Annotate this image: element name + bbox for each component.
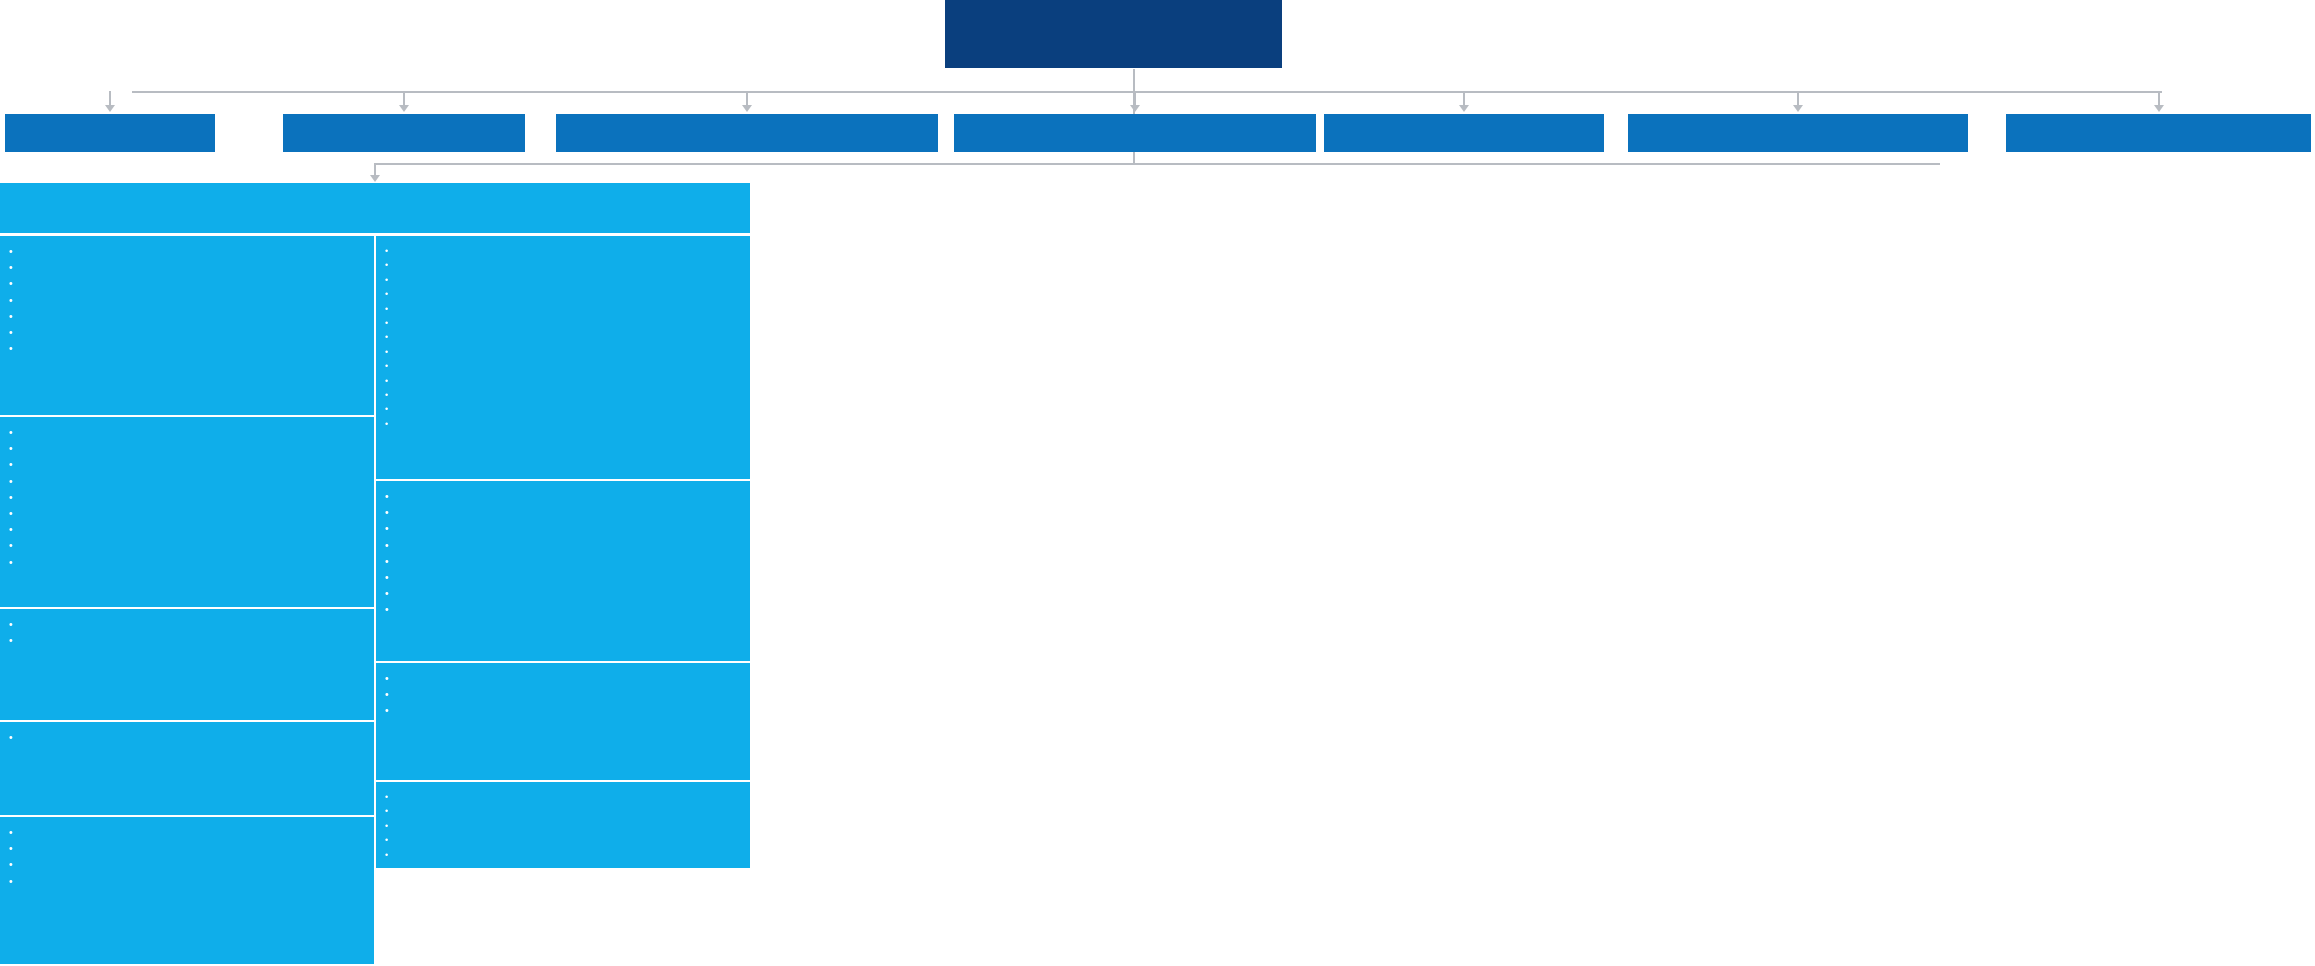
- list-item: [385, 258, 742, 272]
- list-item: [385, 302, 742, 316]
- connector-unit-drop: [1134, 91, 1136, 106]
- unit-box: [1324, 114, 1604, 152]
- group-list: [9, 244, 366, 357]
- unit-box: [954, 114, 1316, 152]
- list-item: [9, 244, 366, 260]
- unit-group-box: [376, 663, 750, 780]
- list-item: [9, 522, 366, 538]
- list-item: [385, 586, 742, 602]
- list-item: [9, 538, 366, 554]
- list-item: [9, 825, 366, 841]
- group-list: [9, 825, 366, 890]
- connector-unit-drop: [746, 91, 748, 106]
- list-item: [385, 848, 742, 862]
- list-item: [385, 505, 742, 521]
- list-item: [9, 425, 366, 441]
- unit-group-box: [376, 481, 750, 661]
- list-item: [385, 316, 742, 330]
- unit-box: [556, 114, 938, 152]
- list-item: [9, 474, 366, 490]
- list-item: [385, 833, 742, 847]
- list-item: [385, 244, 742, 258]
- connector-arrow: [1130, 105, 1140, 112]
- rektor-box: [945, 0, 1282, 68]
- connector-unit-drop: [1463, 91, 1465, 106]
- list-item: [9, 293, 366, 309]
- unit-box: [283, 114, 525, 152]
- list-item: [9, 309, 366, 325]
- list-item: [9, 633, 366, 649]
- connector-vp-drop: [374, 163, 376, 175]
- connector-unit-drop: [2158, 91, 2160, 106]
- list-item: [385, 345, 742, 359]
- list-item: [9, 841, 366, 857]
- unit-box: [2006, 114, 2311, 152]
- list-item: [9, 857, 366, 873]
- unit-group-box: [376, 782, 750, 868]
- connector-unit-drop: [403, 91, 405, 106]
- connector-arrow: [105, 105, 115, 112]
- connector-arrow: [1459, 105, 1469, 112]
- list-item: [9, 506, 366, 522]
- group-list: [9, 617, 366, 649]
- connector-unit-drop: [109, 91, 111, 106]
- list-item: [385, 287, 742, 301]
- connector-arrow: [370, 175, 380, 182]
- list-item: [9, 490, 366, 506]
- group-list: [385, 489, 742, 619]
- list-item: [385, 703, 742, 719]
- list-item: [9, 555, 366, 571]
- connector-arrow: [1793, 105, 1803, 112]
- unit-group-box: [0, 817, 374, 964]
- list-item: [385, 374, 742, 388]
- connector-unit-drop: [1797, 91, 1799, 106]
- list-item: [385, 388, 742, 402]
- list-item: [385, 687, 742, 703]
- list-item: [9, 441, 366, 457]
- connector-arrow: [399, 105, 409, 112]
- group-list: [385, 790, 742, 862]
- unit-box: [5, 114, 215, 152]
- connector-arrow: [742, 105, 752, 112]
- group-list: [9, 425, 366, 571]
- list-item: [385, 554, 742, 570]
- list-item: [9, 341, 366, 357]
- list-item: [385, 790, 742, 804]
- list-item: [385, 273, 742, 287]
- group-list: [9, 730, 366, 746]
- list-item: [385, 819, 742, 833]
- unit-group-box: [0, 236, 374, 415]
- list-item: [385, 602, 742, 618]
- list-item: [385, 417, 742, 431]
- list-item: [385, 402, 742, 416]
- unit-group-box: [0, 722, 374, 815]
- list-item: [385, 521, 742, 537]
- vp-header: [0, 183, 750, 233]
- list-item: [9, 730, 366, 746]
- list-item: [9, 874, 366, 890]
- unit-group-box: [0, 609, 374, 720]
- connector-units-bar: [132, 91, 2162, 93]
- list-item: [9, 325, 366, 341]
- list-item: [9, 457, 366, 473]
- list-item: [385, 359, 742, 373]
- list-item: [385, 804, 742, 818]
- unit-group-box: [376, 236, 750, 479]
- connector-arrow: [2154, 105, 2164, 112]
- list-item: [9, 617, 366, 633]
- list-item: [385, 671, 742, 687]
- list-item: [385, 570, 742, 586]
- group-list: [385, 671, 742, 720]
- group-list: [385, 244, 742, 431]
- list-item: [385, 330, 742, 344]
- connector-vps-bar: [376, 163, 1940, 165]
- list-item: [9, 276, 366, 292]
- list-item: [385, 489, 742, 505]
- unit-box: [1628, 114, 1968, 152]
- list-item: [9, 260, 366, 276]
- unit-group-box: [0, 417, 374, 607]
- list-item: [385, 538, 742, 554]
- connector-rektor-down: [1133, 69, 1135, 91]
